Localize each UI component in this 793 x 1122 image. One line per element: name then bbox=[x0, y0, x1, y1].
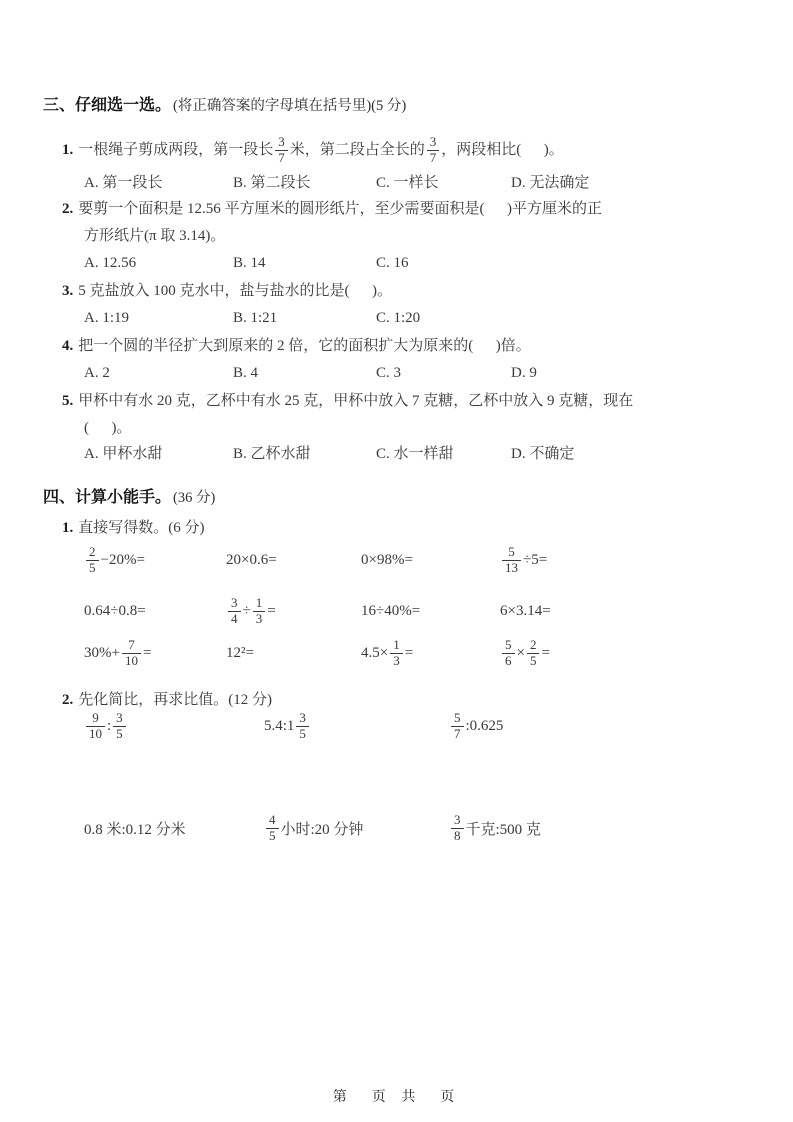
sub2-text: 先化简比，再求比值。(12 分) bbox=[78, 692, 272, 708]
question-5-options bbox=[0, 445, 793, 463]
denominator: 5 bbox=[296, 726, 309, 742]
fraction-3-7 bbox=[427, 135, 440, 166]
question-4-options bbox=[0, 364, 793, 382]
section4-note: (36 分) bbox=[173, 490, 216, 506]
numerator: 1 bbox=[255, 594, 263, 610]
question-1-text-3: ，两段相比( )。 bbox=[441, 142, 564, 158]
question-5-answer-blank: ( )。 bbox=[84, 420, 132, 436]
option-d: D. 无法确定 bbox=[511, 175, 590, 191]
question-3-options bbox=[0, 309, 793, 327]
ratio-colon: : bbox=[107, 717, 112, 734]
option-b: B. 4 bbox=[233, 365, 259, 381]
denominator: 5 bbox=[527, 653, 540, 669]
expression bbox=[361, 538, 413, 582]
question-1-number: 1. bbox=[62, 142, 74, 158]
option-d: D. 不确定 bbox=[511, 446, 575, 462]
numerator: 5 bbox=[454, 709, 461, 725]
denominator: 5 bbox=[86, 560, 99, 576]
expression bbox=[361, 589, 420, 633]
question-1-text-2: 米，第二段占全长的 bbox=[289, 142, 425, 158]
denominator: 7 bbox=[451, 726, 464, 742]
operator: × bbox=[516, 644, 525, 661]
sub1-number: 1. bbox=[62, 520, 74, 536]
numerator: 7 bbox=[128, 636, 135, 652]
expression-text: −20%= bbox=[100, 551, 145, 568]
denominator: 5 bbox=[113, 726, 126, 742]
ratio-row-1 bbox=[0, 704, 793, 748]
numerator: 3 bbox=[278, 133, 285, 149]
fraction-1-3 bbox=[390, 638, 403, 669]
expression-text: 0.8 米:0.12 分米 bbox=[84, 821, 186, 838]
expression-text: 0×98%= bbox=[361, 551, 413, 568]
option-b: B. 1:21 bbox=[233, 310, 278, 326]
section4-title: 四、计算小能手。 bbox=[43, 489, 172, 506]
option-b: B. 14 bbox=[233, 255, 266, 271]
expression bbox=[84, 589, 146, 633]
fraction-5-6 bbox=[502, 638, 515, 669]
expression-text: :0.625 bbox=[465, 717, 504, 734]
expression-text: = bbox=[267, 602, 276, 619]
calc-row-2 bbox=[0, 589, 793, 633]
denominator: 10 bbox=[86, 726, 105, 742]
question-2-options bbox=[0, 254, 793, 272]
ratio-expression bbox=[264, 704, 311, 748]
expression-text: 6×3.14= bbox=[500, 602, 551, 619]
question-1-line bbox=[62, 130, 564, 170]
expression-text: ÷5= bbox=[523, 551, 548, 568]
expression-text: = bbox=[541, 644, 550, 661]
fraction-5-13 bbox=[502, 545, 521, 576]
expression-text: 20×0.6= bbox=[226, 551, 277, 568]
expression-text: 30%+ bbox=[84, 644, 120, 661]
option-a: A. 甲杯水甜 bbox=[84, 446, 163, 462]
fraction-5-7 bbox=[451, 711, 464, 742]
denominator: 10 bbox=[122, 653, 141, 669]
numerator: 5 bbox=[508, 543, 515, 559]
numerator: 4 bbox=[269, 811, 276, 827]
fraction-2-5 bbox=[527, 638, 540, 669]
expression-text: 12²= bbox=[226, 644, 254, 661]
question-1-options bbox=[0, 174, 793, 192]
fraction-3-4 bbox=[228, 596, 241, 627]
ratio-expression bbox=[449, 806, 541, 850]
fraction-1-3 bbox=[253, 596, 266, 627]
fraction-4-5 bbox=[266, 813, 279, 844]
section3-note: (将正确答案的字母填在括号里)(5 分) bbox=[173, 98, 407, 114]
ratio-expression bbox=[84, 806, 186, 850]
fraction-3-5 bbox=[113, 711, 126, 742]
operator: ÷ bbox=[242, 602, 251, 619]
question-5-line-1 bbox=[62, 392, 633, 410]
option-c: C. 1:20 bbox=[376, 310, 421, 326]
question-3-line bbox=[62, 282, 392, 300]
expression bbox=[500, 538, 547, 582]
option-c: C. 3 bbox=[376, 365, 402, 381]
numerator: 3 bbox=[231, 594, 238, 610]
denominator: 8 bbox=[451, 828, 464, 844]
numerator: 9 bbox=[92, 709, 99, 725]
question-2-line-2 bbox=[84, 227, 225, 245]
denominator: 13 bbox=[502, 560, 521, 576]
option-c: C. 水一样甜 bbox=[376, 446, 454, 462]
option-c: C. 一样长 bbox=[376, 175, 439, 191]
numerator: 3 bbox=[454, 811, 461, 827]
numerator: 2 bbox=[529, 636, 537, 652]
fraction-7-10 bbox=[122, 638, 141, 669]
question-3-text: 5 克盐放入 100 克水中，盐与盐水的比是( )。 bbox=[78, 283, 392, 299]
denominator: 4 bbox=[228, 611, 241, 627]
expression bbox=[226, 589, 276, 633]
option-b: B. 乙杯水甜 bbox=[233, 446, 311, 462]
numerator: 2 bbox=[89, 543, 96, 559]
section3-heading bbox=[43, 97, 406, 115]
expression bbox=[84, 631, 151, 675]
fraction-2-5 bbox=[86, 545, 99, 576]
question-2-text-1: 要剪一个面积是 12.56 平方厘米的圆形纸片，至少需要面积是( )平方厘米的正 bbox=[78, 201, 602, 217]
expression-text: 5.4:1 bbox=[264, 717, 295, 734]
question-4-number: 4. bbox=[62, 338, 74, 354]
expression bbox=[500, 589, 551, 633]
option-d: D. 9 bbox=[511, 365, 537, 381]
section3-title: 三、仔细选一选。 bbox=[43, 97, 172, 114]
option-a: A. 第一段长 bbox=[84, 175, 163, 191]
denominator: 3 bbox=[253, 611, 266, 627]
page-footer: 第 页 共 页 bbox=[332, 1090, 461, 1105]
section4-sub1-heading bbox=[62, 519, 205, 537]
numerator: 1 bbox=[393, 636, 400, 652]
ratio-row-2 bbox=[0, 806, 793, 850]
question-2-text-2: 方形纸片(π 取 3.14)。 bbox=[84, 228, 226, 244]
denominator: 3 bbox=[390, 653, 403, 669]
expression bbox=[226, 631, 254, 675]
expression-text: 千克:500 克 bbox=[465, 821, 541, 838]
option-b: B. 第二段长 bbox=[233, 175, 311, 191]
expression-text: = bbox=[404, 644, 414, 661]
sub1-text: 直接写得数。(6 分) bbox=[78, 520, 205, 536]
question-4-text: 把一个圆的半径扩大到原来的 2 倍，它的面积扩大为原来的( )倍。 bbox=[78, 338, 531, 354]
denominator: 7 bbox=[275, 150, 288, 166]
expression bbox=[226, 538, 277, 582]
question-5-line-2 bbox=[84, 419, 132, 437]
section4-heading bbox=[43, 489, 215, 507]
expression-text: 4.5× bbox=[361, 644, 389, 661]
expression-text: 小时:20 分钟 bbox=[280, 821, 364, 838]
numerator: 5 bbox=[505, 636, 512, 652]
option-a: A. 1:19 bbox=[84, 310, 129, 326]
expression bbox=[84, 538, 145, 582]
denominator: 5 bbox=[266, 828, 279, 844]
option-a: A. 2 bbox=[84, 365, 110, 381]
question-4-line bbox=[62, 337, 531, 355]
ratio-expression bbox=[449, 704, 503, 748]
sub2-number: 2. bbox=[62, 692, 74, 708]
expression-text: = bbox=[142, 644, 152, 661]
denominator: 7 bbox=[427, 150, 440, 166]
expression-text: 0.64÷0.8= bbox=[84, 602, 146, 619]
fraction-3-7 bbox=[275, 135, 288, 166]
fraction-3-8 bbox=[451, 813, 464, 844]
question-5-number: 5. bbox=[62, 393, 74, 409]
fraction-9-10 bbox=[86, 711, 105, 742]
ratio-expression bbox=[84, 704, 128, 748]
denominator: 6 bbox=[502, 653, 515, 669]
expression-text: 16÷40%= bbox=[361, 602, 421, 619]
question-3-number: 3. bbox=[62, 283, 74, 299]
option-c: C. 16 bbox=[376, 255, 409, 271]
calc-row-3 bbox=[0, 631, 793, 675]
numerator: 3 bbox=[116, 709, 123, 725]
option-a: A. 12.56 bbox=[84, 255, 137, 271]
fraction-3-5 bbox=[296, 711, 309, 742]
question-5-text-1: 甲杯中有水 20 克，乙杯中有水 25 克，甲杯中放入 7 克糖，乙杯中放入 9 克糖，现在 bbox=[78, 393, 634, 409]
question-1-text-1: 一根绳子剪成两段，第一段长 bbox=[78, 142, 274, 158]
expression bbox=[361, 631, 413, 675]
question-2-number: 2. bbox=[62, 201, 74, 217]
ratio-expression bbox=[264, 806, 363, 850]
numerator: 3 bbox=[429, 133, 437, 149]
question-2-line-1 bbox=[62, 200, 602, 218]
expression bbox=[500, 631, 550, 675]
calc-row-1 bbox=[0, 538, 793, 582]
numerator: 3 bbox=[299, 709, 306, 725]
